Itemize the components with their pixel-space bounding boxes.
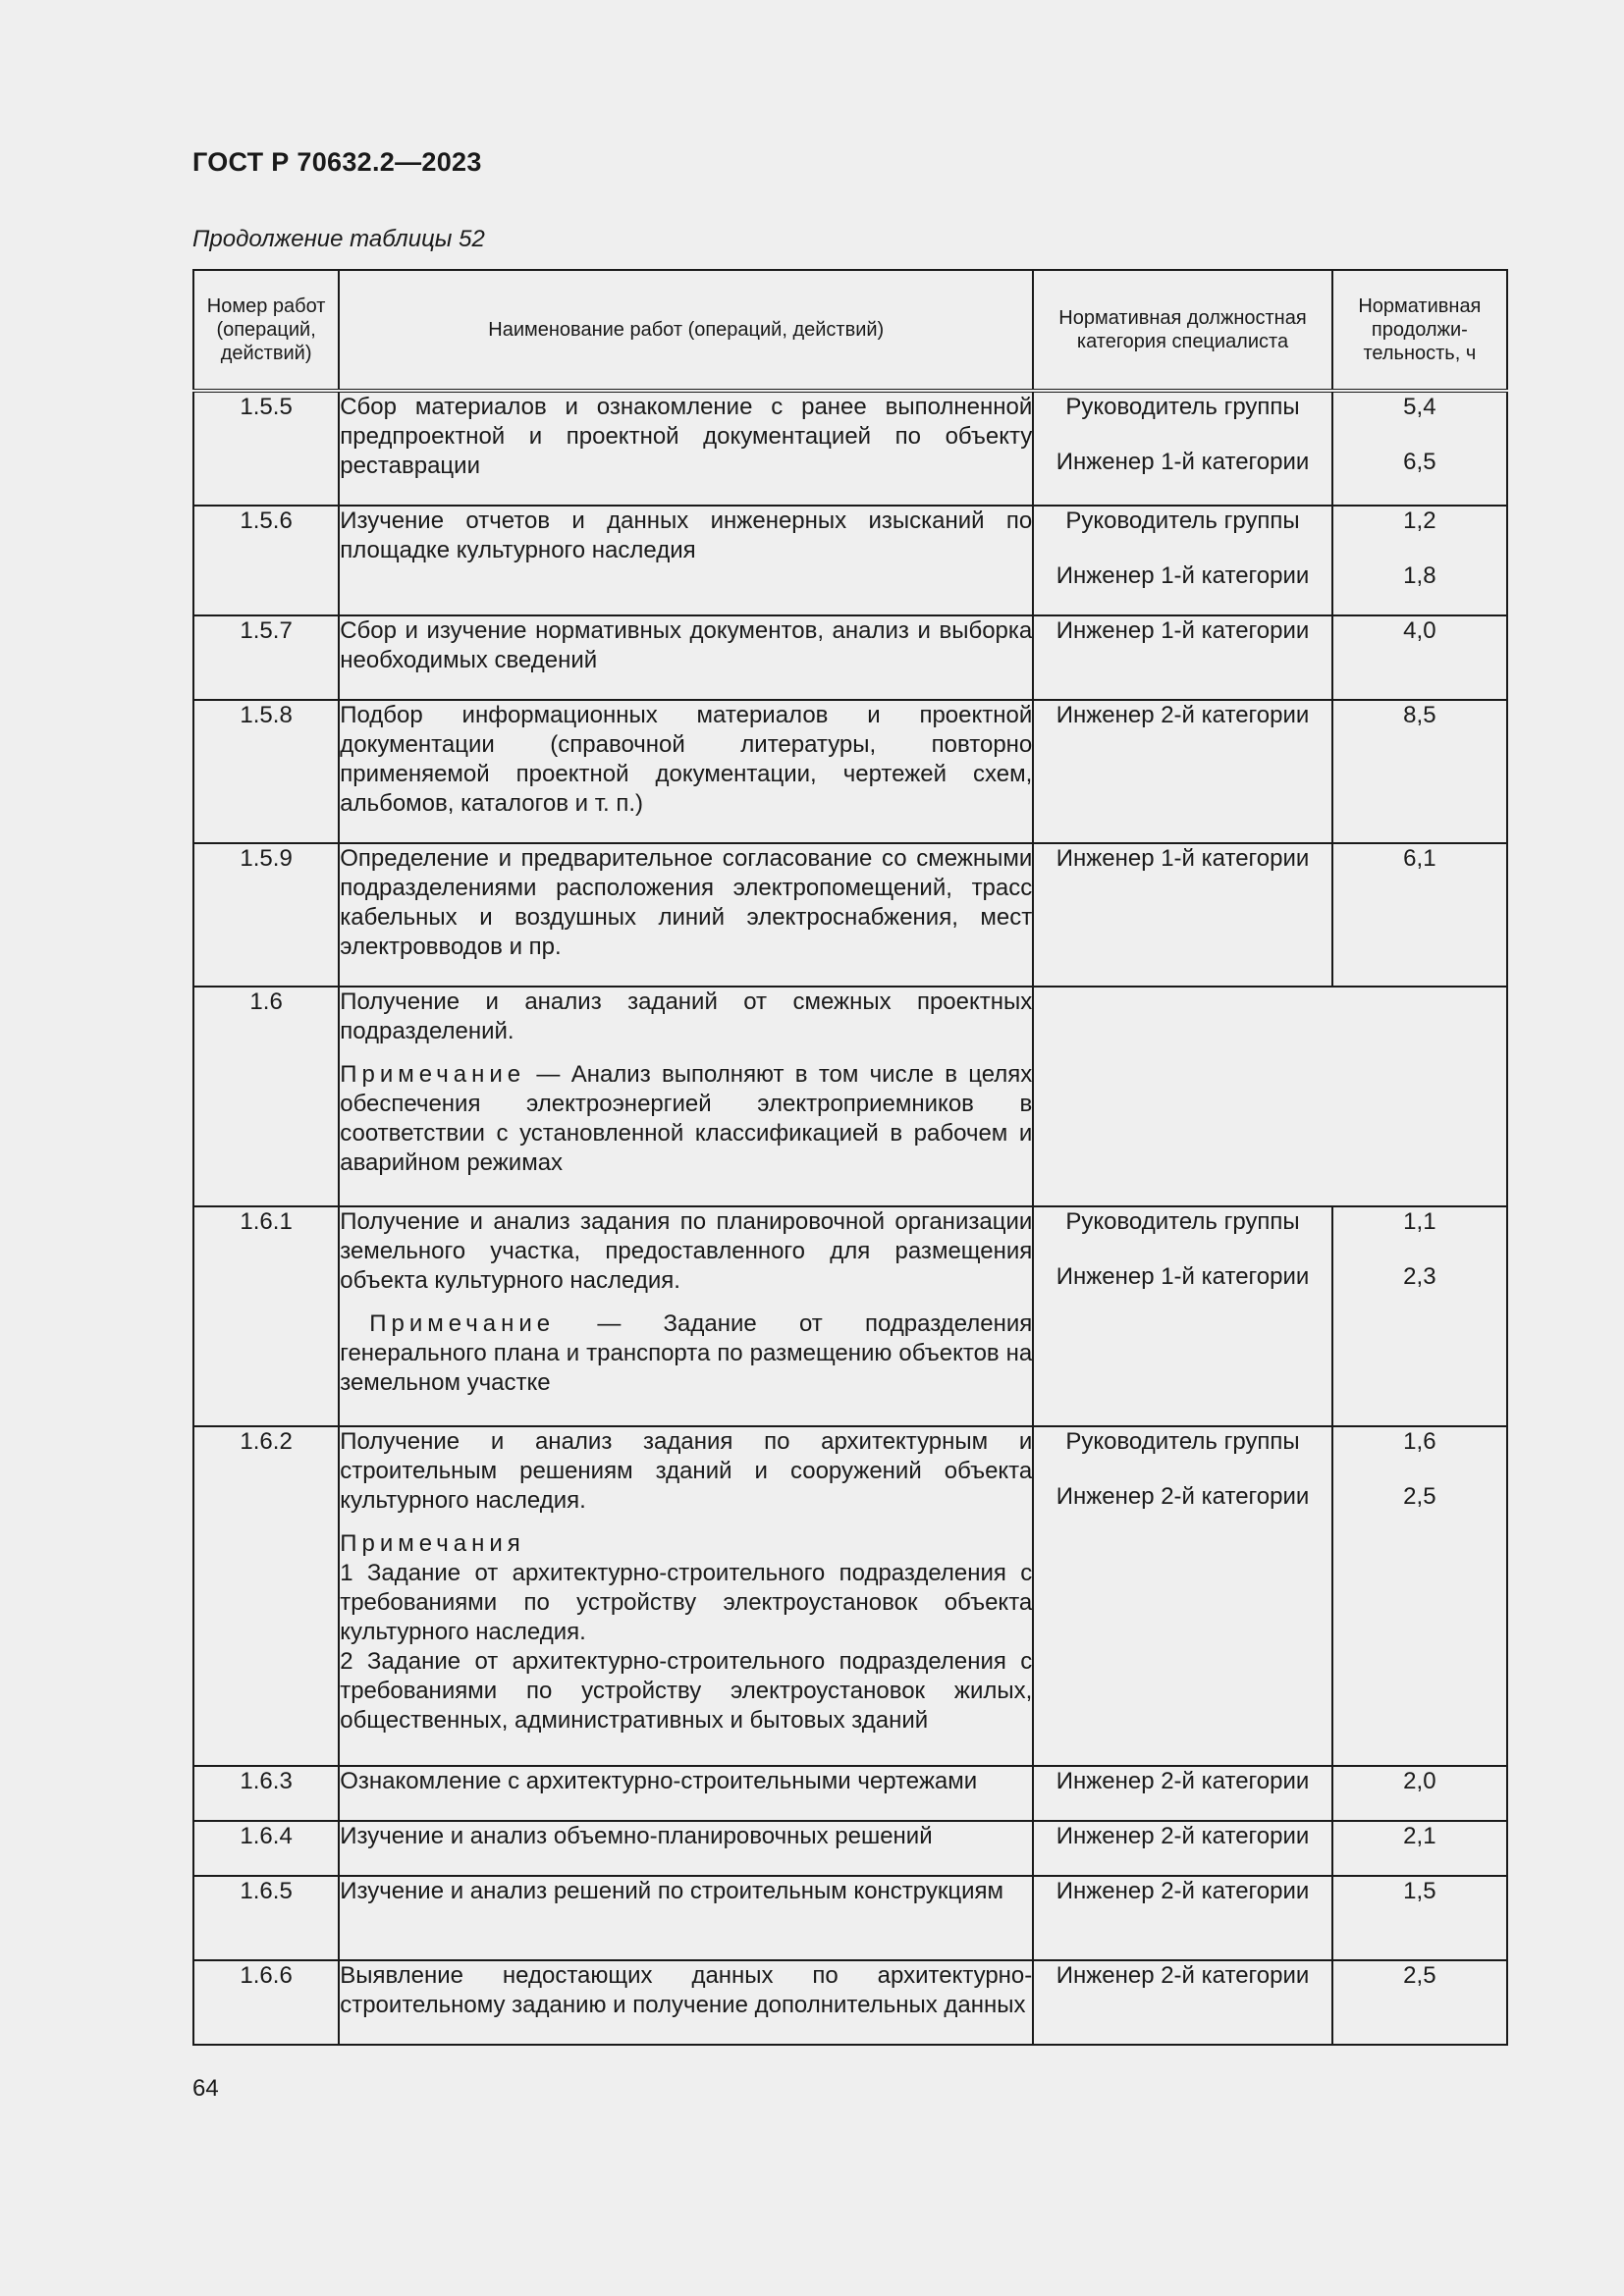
row-duration: 2,5 — [1332, 1960, 1507, 2045]
table-header-row — [193, 270, 1507, 391]
row-category: Инженер 2-й категории — [1033, 1876, 1331, 1960]
row-duration — [1332, 1206, 1507, 1426]
row-num: 1.5.6 — [193, 506, 339, 615]
row-name: Сбор материалов и ознакомление с ранее выполненной предпроектной и проектной документацией по объекту реставрации — [339, 391, 1033, 506]
row-duration — [1332, 391, 1507, 506]
row-name: Изучение отчетов и данных инженерных изысканий по площадке культурного наследия — [339, 506, 1033, 615]
category-line: Инженер 1-й категории — [1056, 1263, 1310, 1290]
table-row — [193, 615, 1507, 700]
header-num: Номер работ (операций, действий) — [193, 270, 339, 391]
note-item: 2 Задание от архитектурно-строительного подразделения с требованиями по устройству электроустановок жилых, общественных, административных и бытовых зданий — [340, 1648, 1033, 1734]
table-row — [193, 1766, 1507, 1821]
row-category — [1033, 391, 1331, 506]
row-category: Инженер 2-й категории — [1033, 1766, 1331, 1821]
row-num: 1.6.6 — [193, 1960, 339, 2045]
table-row — [193, 1821, 1507, 1876]
row-note — [340, 1060, 1032, 1178]
row-duration: 8,5 — [1332, 700, 1507, 843]
row-duration: 4,0 — [1332, 615, 1507, 700]
duration-value: 5,4 — [1403, 394, 1436, 420]
page-number: 64 — [192, 2075, 219, 2102]
row-category — [1033, 506, 1331, 615]
works-table — [192, 269, 1508, 2046]
category-line: Инженер 1-й категории — [1056, 449, 1310, 475]
row-num: 1.5.9 — [193, 843, 339, 987]
row-name: Сбор и изучение нормативных документов, анализ и выборка необходимых сведений — [339, 615, 1033, 700]
table-caption: Продолжение таблицы 52 — [192, 226, 485, 252]
table-row — [193, 843, 1507, 987]
row-name — [339, 1206, 1033, 1426]
row-num: 1.5.5 — [193, 391, 339, 506]
row-name — [339, 987, 1033, 1206]
row-num: 1.6 — [193, 987, 339, 1206]
header-category: Нормативная должностная категория специалиста — [1033, 270, 1331, 391]
row-category: Инженер 1-й категории — [1033, 615, 1331, 700]
table-row — [193, 987, 1507, 1206]
row-category: Инженер 2-й категории — [1033, 1960, 1331, 2045]
table-row — [193, 1426, 1507, 1766]
row-name: Ознакомление с архитектурно-строительными чертежами — [339, 1766, 1033, 1821]
table-row — [193, 1960, 1507, 2045]
note-label: Примечание — [340, 1061, 526, 1088]
row-name: Выявление недостающих данных по архитектурно-строительному заданию и получение дополнительных данных — [339, 1960, 1033, 2045]
duration-value: 1,2 — [1403, 507, 1436, 534]
row-category: Инженер 2-й категории — [1033, 700, 1331, 843]
row-empty-span — [1033, 987, 1507, 1206]
duration-value: 2,3 — [1403, 1263, 1436, 1290]
row-duration: 6,1 — [1332, 843, 1507, 987]
row-num: 1.6.4 — [193, 1821, 339, 1876]
duration-value: 1,6 — [1403, 1428, 1436, 1455]
notes-label: Примечания — [340, 1530, 525, 1557]
row-name: Определение и предварительное согласование со смежными подразделениями расположения электропомещений, трасс кабельных и воздушных линий электроснабжения, мест электровводов и пр. — [339, 843, 1033, 987]
header-name: Наименование работ (операций, действий) — [339, 270, 1033, 391]
note-text: — Задание от подразделения генерального плана и транспорта по размещению объектов на земельном участке — [340, 1310, 1033, 1396]
row-name-text: Получение и анализ заданий от смежных проектных подразделений. — [340, 988, 1033, 1044]
duration-value: 1,8 — [1403, 562, 1436, 589]
table-row — [193, 391, 1507, 506]
row-category: Инженер 1-й категории — [1033, 843, 1331, 987]
row-duration: 1,5 — [1332, 1876, 1507, 1960]
category-line: Руководитель группы — [1065, 1208, 1300, 1235]
row-duration — [1332, 506, 1507, 615]
row-num: 1.5.8 — [193, 700, 339, 843]
row-num: 1.6.3 — [193, 1766, 339, 1821]
row-name: Изучение и анализ объемно-планировочных решений — [339, 1821, 1033, 1876]
row-name: Подбор информационных материалов и проектной документации (справочной литературы, повторно применяемой проектной документации, чертежей схем, альбомов, каталогов и т. п.) — [339, 700, 1033, 843]
row-name-text: Получение и анализ задания по архитектурным и строительным решениям зданий и сооружений объекта культурного наследия. — [340, 1428, 1033, 1514]
table-row — [193, 700, 1507, 843]
table-row — [193, 1206, 1507, 1426]
row-note — [340, 1309, 1032, 1398]
row-category — [1033, 1206, 1331, 1426]
category-line: Инженер 2-й категории — [1056, 1483, 1310, 1510]
note-text: — Анализ выполняют в том числе в целях обеспечения электроэнергией электроприемников в соответствии с установленной классификацией в рабочем и аварийном режимах — [340, 1061, 1033, 1176]
row-name-text: Получение и анализ задания по планировочной организации земельного участка, предоставленного для размещения объекта культурного наследия. — [340, 1208, 1033, 1294]
row-num: 1.6.2 — [193, 1426, 339, 1766]
row-duration: 2,1 — [1332, 1821, 1507, 1876]
row-num: 1.6.1 — [193, 1206, 339, 1426]
row-num: 1.5.7 — [193, 615, 339, 700]
duration-value: 2,5 — [1403, 1483, 1436, 1510]
row-num: 1.6.5 — [193, 1876, 339, 1960]
row-duration — [1332, 1426, 1507, 1766]
row-name: Изучение и анализ решений по строительным конструкциям — [339, 1876, 1033, 1960]
header-duration: Нормативная продолжи-тельность, ч — [1332, 270, 1507, 391]
category-line: Инженер 1-й категории — [1056, 562, 1310, 589]
document-code: ГОСТ Р 70632.2—2023 — [192, 147, 482, 177]
table-row — [193, 506, 1507, 615]
row-category: Инженер 2-й категории — [1033, 1821, 1331, 1876]
category-line: Руководитель группы — [1065, 507, 1300, 534]
row-category — [1033, 1426, 1331, 1766]
row-duration: 2,0 — [1332, 1766, 1507, 1821]
row-name — [339, 1426, 1033, 1766]
duration-value: 1,1 — [1403, 1208, 1436, 1235]
table-row — [193, 1876, 1507, 1960]
category-line: Руководитель группы — [1065, 394, 1300, 420]
note-label: Примечание — [369, 1310, 556, 1337]
duration-value: 6,5 — [1403, 449, 1436, 475]
note-item: 1 Задание от архитектурно-строительного подразделения с требованиями по устройству электроустановок объекта культурного наследия. — [340, 1560, 1033, 1645]
category-line: Руководитель группы — [1065, 1428, 1300, 1455]
